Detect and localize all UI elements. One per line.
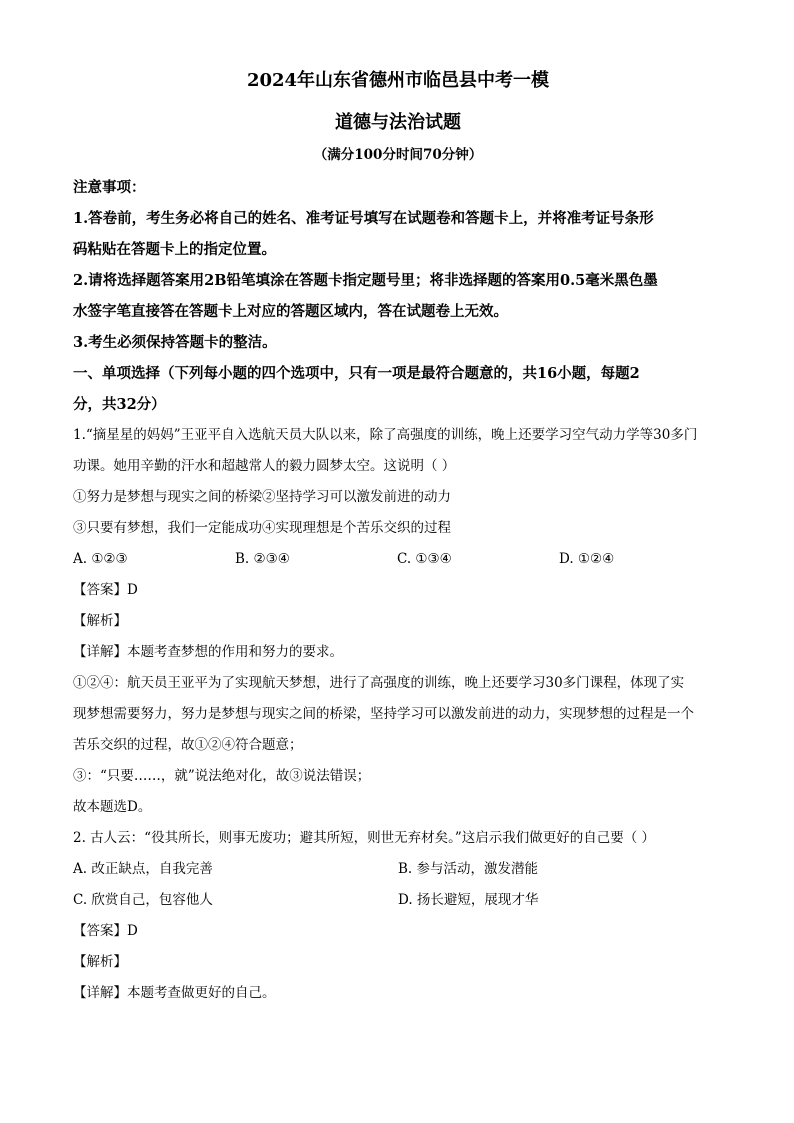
q1-explanation: 苦乐交织的过程，故①②④符合题意； — [73, 737, 303, 753]
q1-option-b: B. ②③④ — [235, 551, 290, 567]
note-line: 码粘贴在答题卡上的指定位置。 — [73, 241, 276, 258]
q2-options-row2 — [73, 885, 723, 916]
q1-option-d: D. ①②④ — [559, 551, 615, 567]
q2-analysis-label: 【解析】 — [73, 954, 127, 970]
note-line: 3.考生必须保持答题卡的整洁。 — [73, 334, 277, 351]
q2-option-a: A. 改正缺点，自我完善 — [73, 861, 213, 877]
q2-stem: 2. 古人云：“役其所长，则事无废功；避其所短，则世无弃材矣。”这启示我们做更好的自己要（ ） — [73, 830, 656, 846]
note-line: 1.答卷前，考生务必将自己的姓名、准考证号填写在试题卷和答题卡上，并将准考证号条形 — [73, 210, 654, 227]
q2-option-d: D. 扬长避短，展现才华 — [398, 892, 539, 908]
q1-explanation: ③：“只要……，就”说法绝对化，故③说法错误； — [73, 768, 371, 784]
note-line: 水签字笔直接答在答题卡上对应的答题区域内，答在试题卷上无效。 — [73, 303, 508, 320]
q2-option-b: B. 参与活动，激发潜能 — [398, 861, 539, 877]
q1-analysis-label: 【解析】 — [73, 613, 127, 629]
q2-options-row1 — [73, 854, 723, 885]
section-heading: 一、单项选择（下列每小题的四个选项中，只有一项是最符合题意的，共16小题，每题2 — [73, 365, 640, 382]
q1-explanation: ①②④：航天员王亚平为了实现航天梦想，进行了高强度的训练，晚上还要学习30多门课程，体现了实 — [73, 675, 685, 691]
note-line: 2.请将选择题答案用2B铅笔填涂在答题卡指定题号里；将非选择题的答案用0.5毫米黑色墨 — [73, 272, 658, 289]
q1-option-a: A. ①②③ — [73, 551, 128, 567]
exam-title: 2024年山东省德州市临邑县中考一模 — [246, 70, 550, 91]
q1-conclusion: 故本题选D。 — [73, 799, 152, 815]
q1-option-c: C. ①③④ — [397, 551, 452, 567]
q1-stem-cont: 功课。她用辛勤的汗水和超越常人的毅力圆梦太空。这说明（ ） — [73, 458, 456, 474]
section-heading-cont: 分，共32分） — [73, 396, 166, 413]
q1-options — [73, 544, 723, 575]
q1-statements: ③只要有梦想，我们一定能成功④实现理想是个苦乐交织的过程 — [73, 520, 451, 536]
q1-answer: 【答案】D — [73, 582, 138, 598]
notes-heading: 注意事项： — [73, 179, 146, 196]
q1-stem: 1.“摘星星的妈妈”王亚平自入选航天员大队以来，除了高强度的训练，晚上还要学习空气动力学等30多门 — [73, 427, 698, 443]
q2-option-c: C. 欣赏自己，包容他人 — [73, 892, 213, 908]
exam-page — [73, 68, 723, 1009]
exam-subject: 道德与法治试题 — [335, 112, 461, 133]
q1-explanation: 现梦想需要努力，努力是梦想与现实之间的桥梁，坚持学习可以激发前进的动力，实现梦想的过程是一个 — [73, 706, 694, 722]
q2-answer: 【答案】D — [73, 923, 138, 939]
exam-info: （满分100分时间70分钟） — [313, 147, 483, 163]
q2-detail: 【详解】本题考查做更好的自己。 — [73, 985, 276, 1001]
q1-detail: 【详解】本题考查梦想的作用和努力的要求。 — [73, 644, 343, 660]
q1-statements: ①努力是梦想与现实之间的桥梁②坚持学习可以激发前进的动力 — [73, 489, 451, 505]
